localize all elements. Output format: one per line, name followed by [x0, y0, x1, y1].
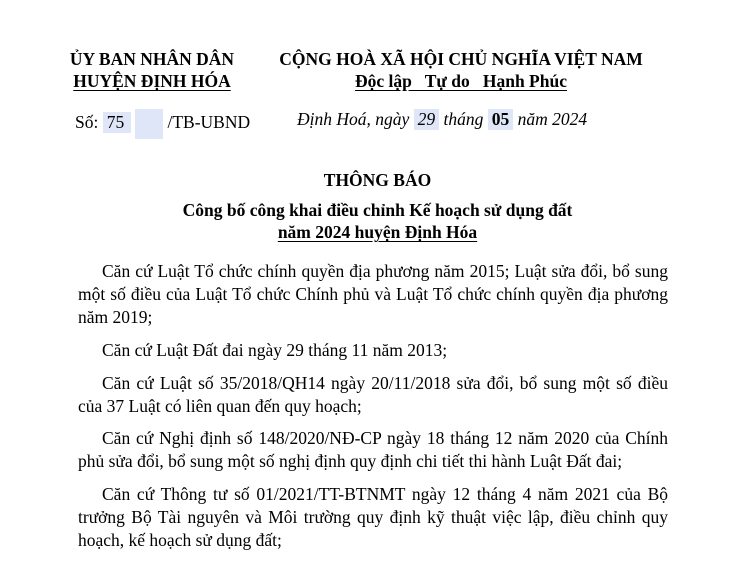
- date-month: 05: [488, 109, 514, 130]
- legal-basis-paragraph: Căn cứ Nghị định số 148/2020/NĐ-CP ngày 18 tháng 12 năm 2020 của Chính phủ sửa đổi, bổ sung một số nghị định quy định chi tiết thi hành Luật Đất đai;: [78, 428, 668, 471]
- legal-basis-paragraph: Căn cứ Luật số 35/2018/QH14 ngày 20/11/2018 sửa đổi, bổ sung một số điều của 37 Luật có liên quan đến quy hoạch;: [78, 373, 668, 416]
- date-year: năm 2024: [517, 109, 588, 129]
- document-subject-line-1: Công bố công khai điều chỉnh Kế hoạch sử dụng đất: [182, 200, 573, 220]
- number-highlight: [135, 109, 163, 139]
- number-value: 75: [103, 112, 131, 133]
- issuing-agency: [62, 48, 242, 92]
- document-number: [75, 109, 250, 139]
- date-place-prefix: Định Hoá, ngày: [297, 109, 410, 129]
- date-month-label: tháng: [443, 109, 484, 129]
- legal-basis-paragraph: Căn cứ Thông tư số 01/2021/TT-BTNMT ngày 12 tháng 4 năm 2021 của Bộ trưởng Bộ Tài nguyên và Môi trường quy định kỹ thuật việc lập, điều chỉnh quy hoạch, kế hoạch sử dụng đất;: [78, 484, 668, 550]
- agency-line-1: ỦY BAN NHÂN DÂN: [69, 49, 235, 69]
- document-subject-line-2: năm 2024 huyện Định Hóa: [277, 222, 478, 242]
- agency-line-2: HUYỆN ĐỊNH HÓA: [73, 71, 231, 91]
- date-day: 29: [414, 109, 440, 130]
- national-header: [252, 48, 670, 92]
- legal-basis-paragraph: Căn cứ Luật Đất đai ngày 29 tháng 11 năm 2013;: [102, 340, 448, 360]
- country-motto: Độc lập Tự do Hạnh Phúc: [355, 71, 567, 91]
- legal-basis-paragraph: Căn cứ Luật Tổ chức chính quyền địa phương năm 2015; Luật sửa đổi, bổ sung một số điều của Luật Tổ chức Chính phủ và Luật Tổ chức chính quyền địa phương năm 2019;: [78, 261, 668, 327]
- country-name: CỘNG HOÀ XÃ HỘI CHỦ NGHĨA VIỆT NAM: [279, 49, 643, 69]
- number-prefix: Số:: [75, 112, 99, 133]
- number-suffix: /TB-UBND: [167, 112, 251, 133]
- document-date: [297, 109, 587, 130]
- document-type: THÔNG BÁO: [323, 170, 432, 190]
